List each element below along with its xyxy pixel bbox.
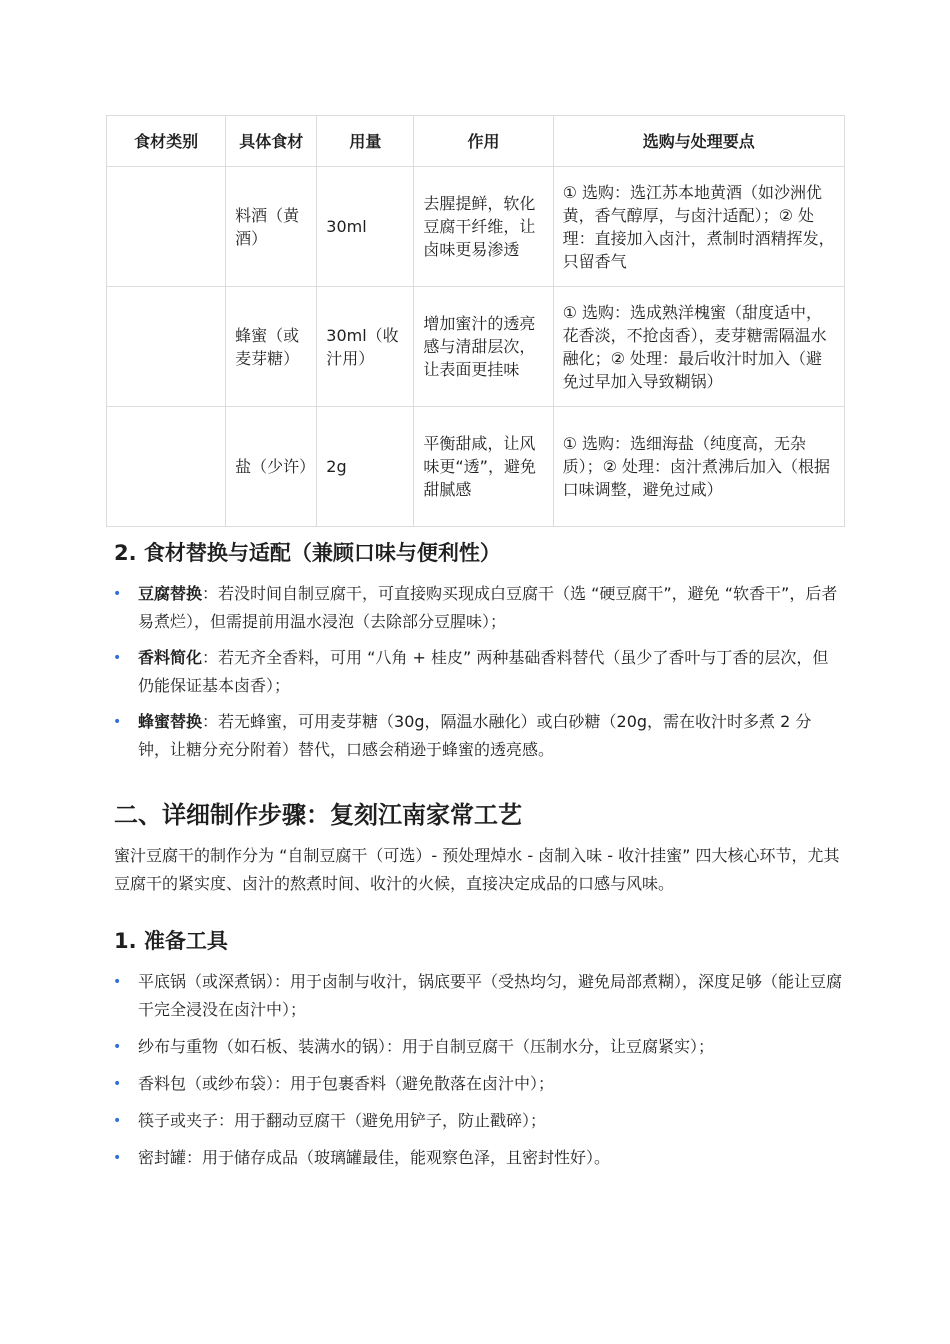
list-item — [113, 1070, 843, 1098]
cell-tips: ① 选购：选江苏本地黄酒（如沙洲优黄，香气醇厚，与卤汁适配）；② 处理：直接加入卤汁，煮制时酒精挥发，只留香气 — [553, 167, 844, 287]
table-header-row — [107, 116, 845, 167]
header-amount: 用量 — [317, 116, 414, 167]
item-text: 密封罐：用于储存成品（玻璃罐最佳，能观察色泽，且密封性好）。 — [138, 1148, 611, 1167]
bullet-icon: • — [113, 1113, 122, 1129]
item-text: ：若没时间自制豆腐干，可直接购买现成白豆腐干（选 “硬豆腐干”，避免 “软香干”，后者易煮烂），但需提前用温水浸泡（去除部分豆腥味）； — [138, 584, 838, 631]
cell-ingredient: 蜂蜜（或麦芽糖） — [226, 287, 317, 407]
cell-tips: ① 选购：选细海盐（纯度高，无杂质）；② 处理：卤汁煮沸后加入（根据口味调整，避免过咸） — [553, 407, 844, 527]
cell-amount: 30ml — [317, 167, 414, 287]
table-row — [107, 167, 845, 287]
list-item — [113, 1033, 843, 1061]
item-label: 豆腐替换 — [138, 584, 203, 603]
section-substitution-title: 2. 食材替换与适配（兼顾口味与便利性） — [114, 541, 501, 565]
item-text: 香料包（或纱布袋）：用于包裹香料（避免散落在卤汁中）； — [138, 1074, 555, 1093]
tools-list — [113, 968, 843, 1172]
bullet-icon: • — [113, 650, 122, 666]
bullet-icon: • — [113, 974, 122, 990]
bullet-icon: • — [113, 1076, 122, 1092]
cell-effect: 增加蜜汁的透亮感与清甜层次，让表面更挂味 — [414, 287, 553, 407]
item-text: 筷子或夹子：用于翻动豆腐干（避免用铲子，防止戳碎）； — [138, 1111, 547, 1130]
cell-ingredient: 料酒（黄酒） — [226, 167, 317, 287]
bullet-icon: • — [113, 714, 122, 730]
header-category: 食材类别 — [107, 116, 226, 167]
cell-effect: 平衡甜咸，让风味更“透”，避免甜腻感 — [414, 407, 553, 527]
table-row — [107, 407, 845, 527]
header-ingredient: 具体食材 — [226, 116, 317, 167]
cell-amount: 2g — [317, 407, 414, 527]
chapter-title: 二、详细制作步骤：复刻江南家常工艺 — [114, 801, 522, 829]
cell-ingredient: 盐（少许） — [226, 407, 317, 527]
chapter-intro: 蜜汁豆腐干的制作分为 “自制豆腐干（可选）- 预处理焯水 - 卤制入味 - 收汁挂蜜” 四大核心环节，尤其豆腐干的紧实度、卤汁的熬煮时间、收汁的火候，直接决定成品的口感与风味。 — [114, 846, 840, 893]
bullet-icon: • — [113, 1039, 122, 1055]
ingredients-table — [106, 115, 845, 527]
item-text: 纱布与重物（如石板、装满水的锅）：用于自制豆腐干（压制水分，让豆腐紧实）； — [138, 1037, 715, 1056]
item-label: 香料简化 — [138, 648, 203, 667]
table-row — [107, 287, 845, 407]
list-item — [113, 708, 843, 764]
bullet-icon: • — [113, 1150, 122, 1166]
item-label: 蜂蜜替换 — [138, 712, 203, 731]
list-item — [113, 1107, 843, 1135]
list-item — [113, 968, 843, 1024]
cell-amount: 30ml（收汁用） — [317, 287, 414, 407]
item-text: 平底锅（或深煮锅）：用于卤制与收汁，锅底要平（受热均匀，避免局部煮糊），深度足够（能让豆腐干完全浸没在卤汁中）； — [138, 972, 843, 1019]
list-item — [113, 644, 843, 700]
cell-effect: 去腥提鲜，软化豆腐干纤维，让卤味更易渗透 — [414, 167, 553, 287]
header-tips: 选购与处理要点 — [553, 116, 844, 167]
list-item — [113, 580, 843, 636]
header-effect: 作用 — [414, 116, 553, 167]
item-text: ：若无齐全香料，可用 “八角 + 桂皮” 两种基础香料替代（虽少了香叶与丁香的层次，但仍能保证基本卤香）； — [138, 648, 829, 695]
cell-category — [107, 287, 226, 407]
item-text: ：若无蜂蜜，可用麦芽糖（30g，隔温水融化）或白砂糖（20g，需在收汁时多煮 2 分钟，让糖分充分附着）替代，口感会稍逊于蜂蜜的透亮感。 — [138, 712, 812, 759]
substitution-list — [113, 580, 843, 764]
cell-tips: ① 选购：选成熟洋槐蜜（甜度适中，花香淡，不抢卤香），麦芽糖需隔温水融化；② 处理：最后收汁时加入（避免过早加入导致糊锅） — [553, 287, 844, 407]
bullet-icon: • — [113, 586, 122, 602]
list-item — [113, 1144, 843, 1172]
cell-category — [107, 407, 226, 527]
cell-category — [107, 167, 226, 287]
tools-title: 1. 准备工具 — [114, 929, 228, 953]
